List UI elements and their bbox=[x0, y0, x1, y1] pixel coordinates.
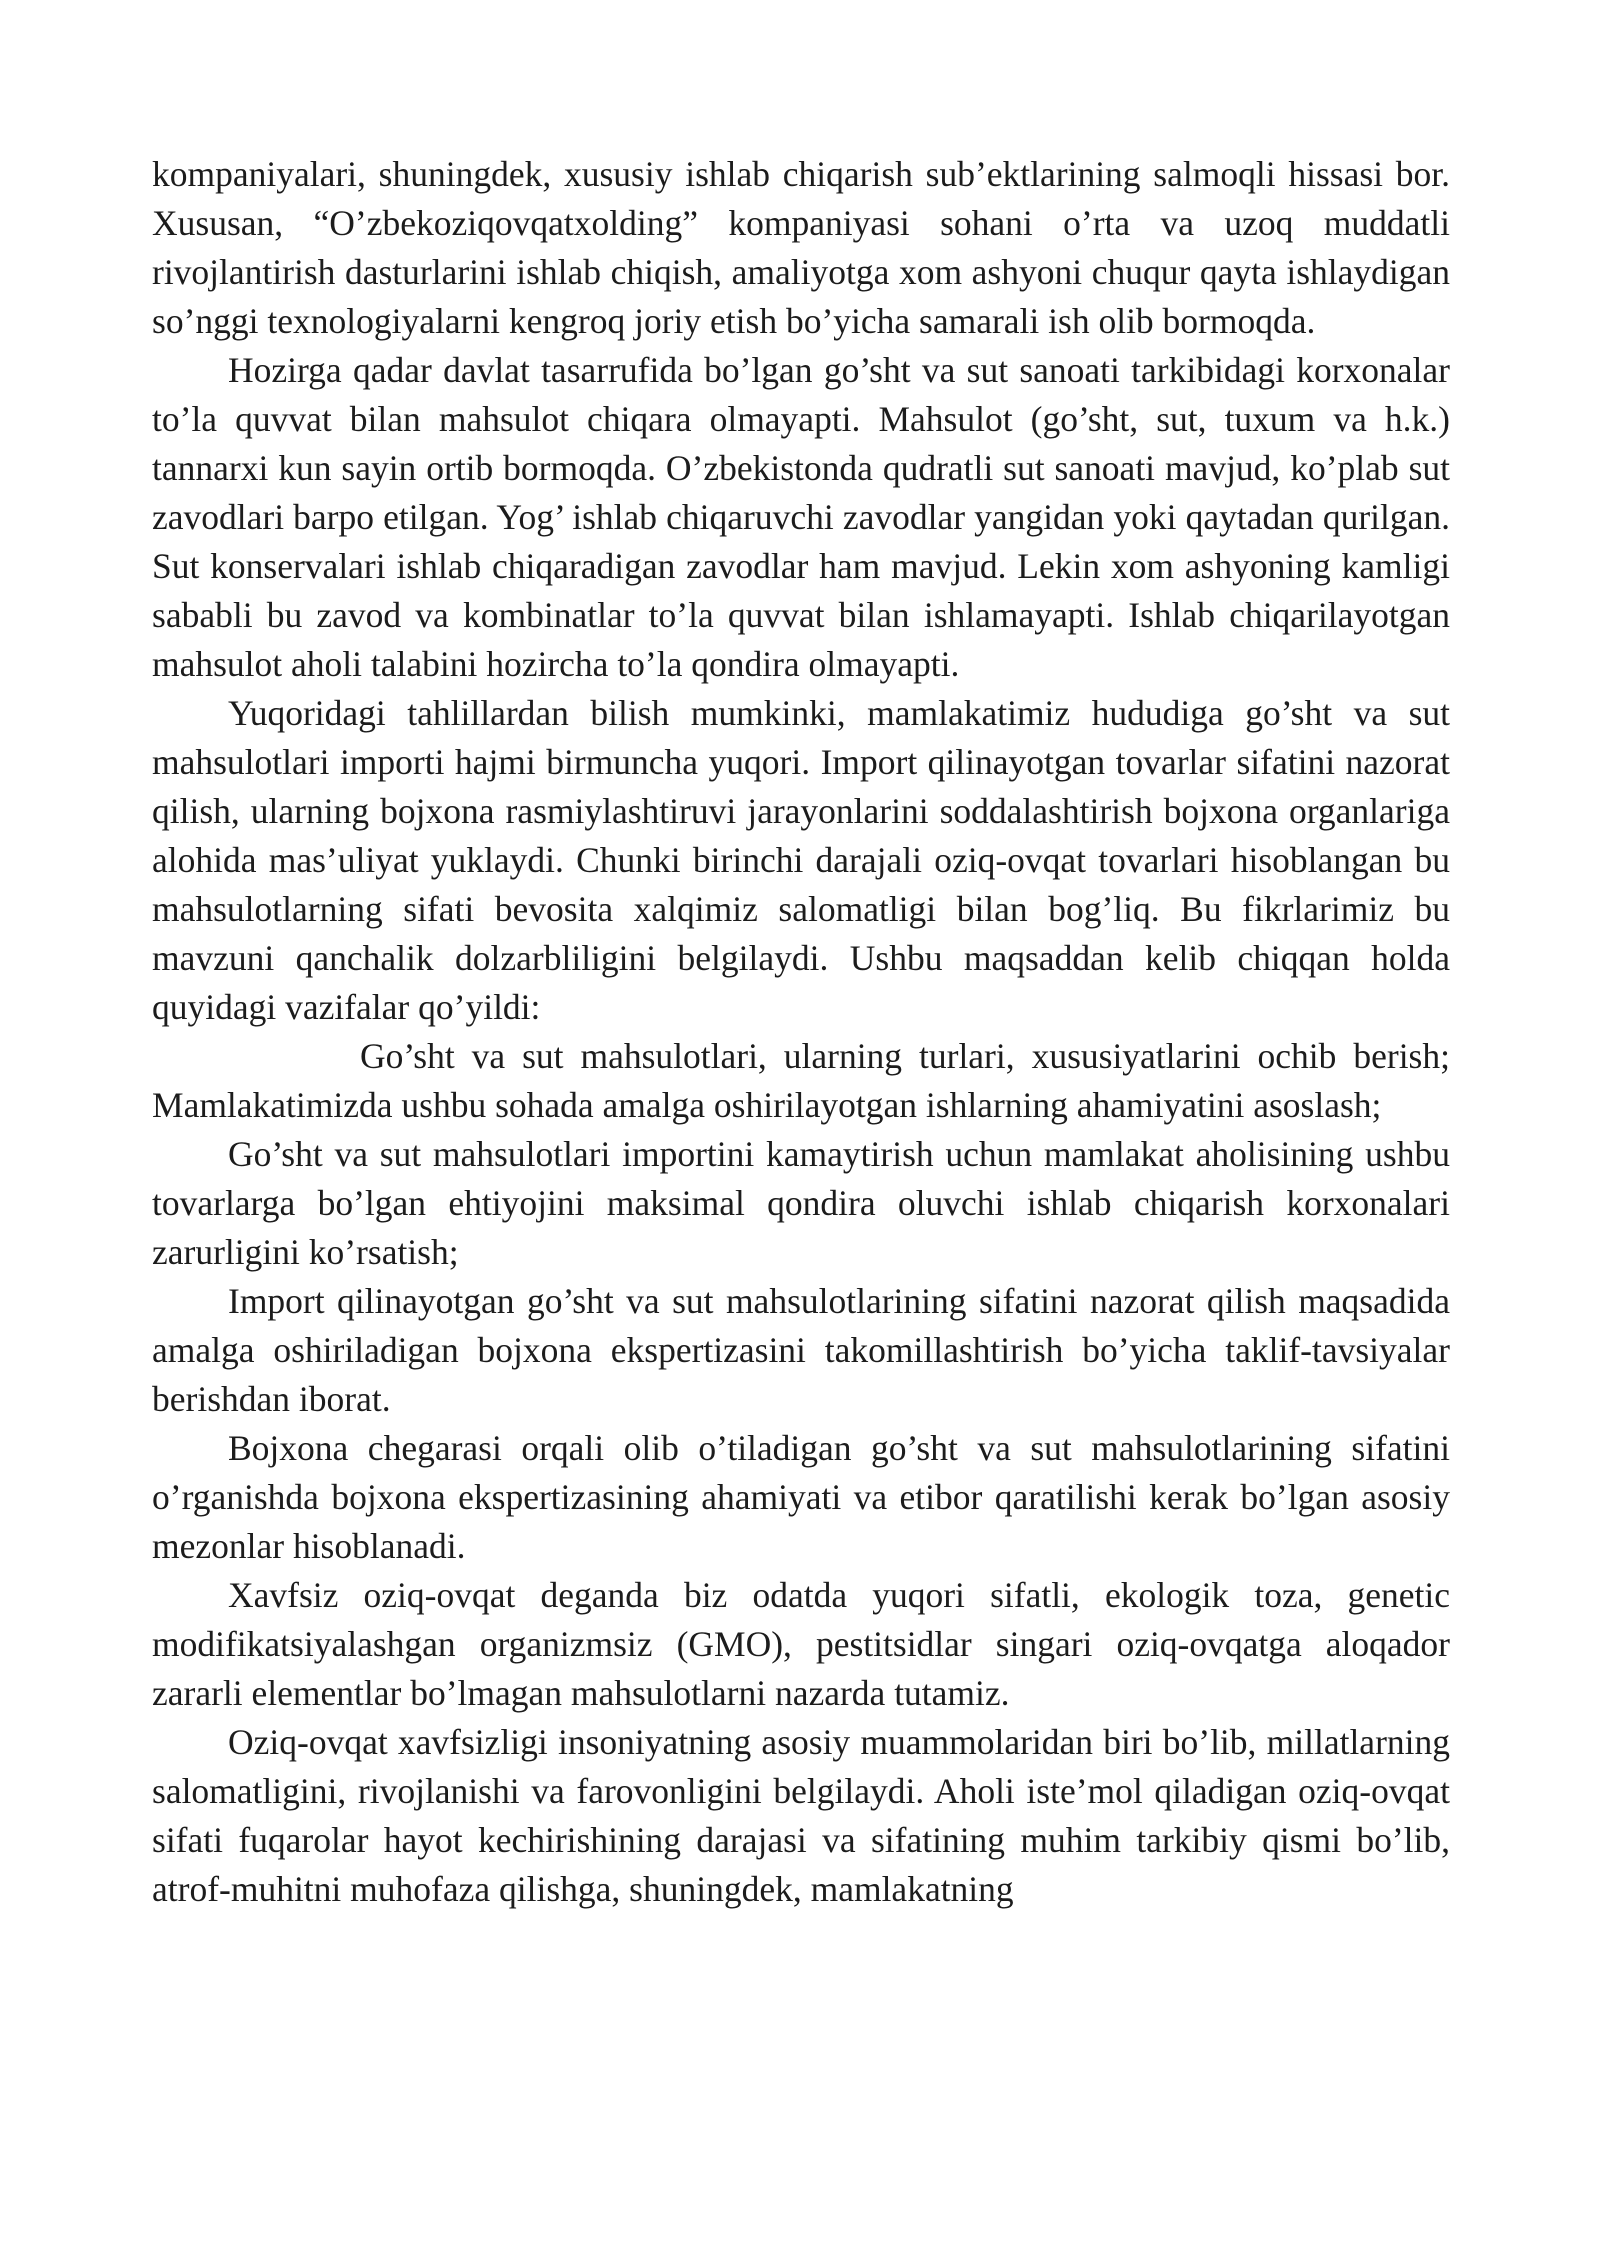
paragraph-food-security: Oziq-ovqat xavfsizligi insoniyatning asosiy muammolaridan biri bo’lib, millatlarning salomatligini, rivojlanishi va farovonligini belgilaydi. Aholi iste’mol qiladigan oziq-ovqat sifati fuqarolar hayot kechirishining darajasi va sifatining muhim tarkibiy qismi bo’lib, atrof-muhitni muhofaza qilishga, shuningdek, mamlakatning bbox=[152, 1722, 1450, 1909]
document-body bbox=[152, 150, 1450, 1914]
paragraph-import-analysis: Yuqoridagi tahlillardan bilish mumkinki, mamlakatimiz hududiga go’sht va sut mahsulotlari importi hajmi birmuncha yuqori. Import qilinayotgan tovarlar sifatini nazorat qilish, ularning bojxona rasmiylashtiruvi jarayonlarini soddalashtirish bojxona organlariga alohida mas’uliyat yuklaydi. Chunki birinchi darajali oziq-ovqat tovarlari hisoblangan bu mahsulotlarning sifati bevosita xalqimiz salomatligi bilan bog’liq. Bu fikrlarimiz bu mavzuni qanchalik dolzarbliligini belgilaydi. Ushbu maqsaddan kelib chiqqan holda quyidagi vazifalar qo’yildi: bbox=[152, 693, 1450, 1027]
task-item-2: Go’sht va sut mahsulotlari importini kamaytirish uchun mamlakat aholisining ushbu tovarlarga bo’lgan ehtiyojini maksimal qondira oluvchi ishlab chiqarish korxonalari zarurligini ko’rsatish; bbox=[152, 1134, 1450, 1272]
task-item-1: Go’sht va sut mahsulotlari, ularning turlari, xususiyatlarini ochib berish; Mamlakatimizda ushbu sohada amalga oshirilayotgan ishlarning ahamiyatini asoslash; bbox=[152, 1036, 1450, 1125]
paragraph-continuation: kompaniyalari, shuningdek, xususiy ishlab chiqarish sub’ektlarining salmoqli hissasi bor. Xususan, “O’zbekoziqovqatxolding” kompaniyasi sohani o’rta va uzoq muddatli rivojlantirish dasturlarini ishlab chiqish, amaliyotga xom ashyoni chuqur qayta ishlaydigan so’nggi texnologiyalarni kengroq joriy etish bo’yicha samarali ish olib bormoqda. bbox=[152, 154, 1450, 341]
task-item-3: Import qilinayotgan go’sht va sut mahsulotlarining sifatini nazorat qilish maqsadida amalga oshiriladigan bojxona ekspertizasini takomillashtirish bo’yicha taklif-tavsiyalar berishdan iborat. bbox=[152, 1281, 1450, 1419]
paragraph-customs-criteria: Bojxona chegarasi orqali olib o’tiladigan go’sht va sut mahsulotlarining sifatini o’rganishda bojxona ekspertizasining ahamiyati va etibor qaratilishi kerak bo’lgan asosiy mezonlar hisoblanadi. bbox=[152, 1428, 1450, 1566]
paragraph-industry-capacity: Hozirga qadar davlat tasarrufida bo’lgan go’sht va sut sanoati tarkibidagi korxonalar to’la quvvat bilan mahsulot chiqara olmayapti. Mahsulot (go’sht, sut, tuxum va h.k.) tannarxi kun sayin ortib bormoqda. O’zbekistonda qudratli sut sanoati mavjud, ko’plab sut zavodlari barpo etilgan. Yog’ ishlab chiqaruvchi zavodlar yangidan yoki qaytadan qurilgan. Sut konservalari ishlab chiqaradigan zavodlar ham mavjud. Lekin xom ashyoning kamligi sababli bu zavod va kombinatlar to’la quvvat bilan ishlamayapti. Ishlab chiqarilayotgan mahsulot aholi talabini hozircha to’la qondira olmayapti. bbox=[152, 350, 1450, 684]
paragraph-safe-food: Xavfsiz oziq-ovqat deganda biz odatda yuqori sifatli, ekologik toza, genetic modifikatsiyalashgan organizmsiz (GMO), pestitsidlar singari oziq-ovqatga aloqador zararli elementlar bo’lmagan mahsulotlarni nazarda tutamiz. bbox=[152, 1575, 1450, 1713]
